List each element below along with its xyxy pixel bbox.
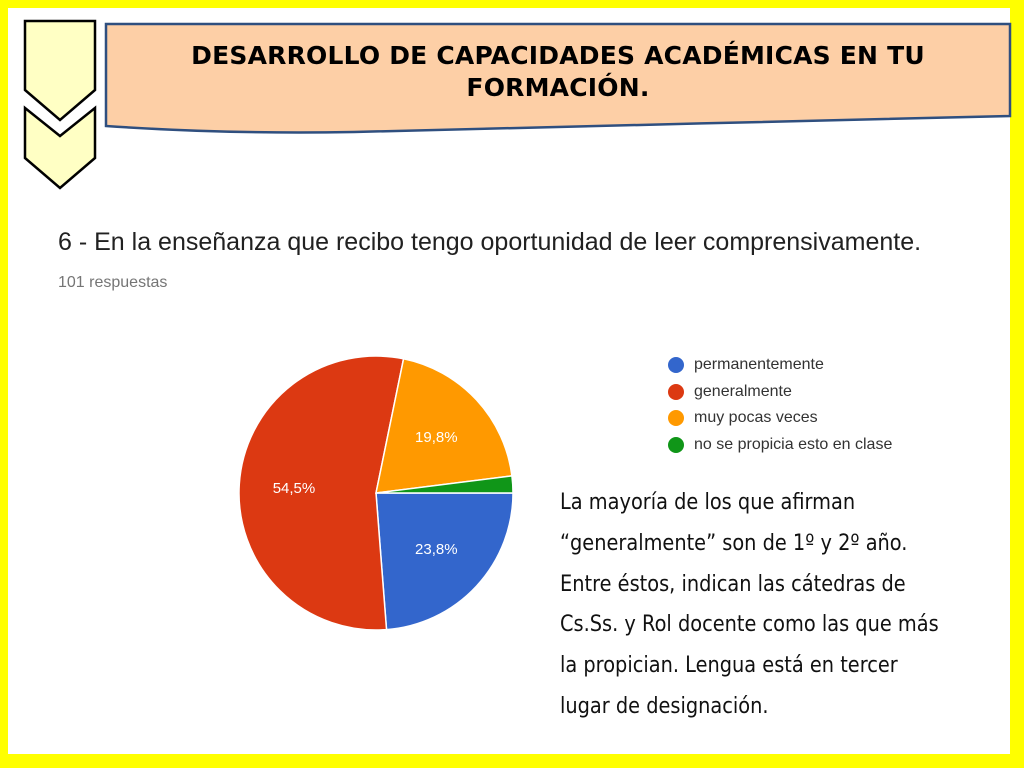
commentary-line: La mayoría de los que afirman <box>560 489 856 515</box>
commentary-line: “generalmente” son de 1º y 2º año. <box>560 529 908 556</box>
chart-legend <box>668 352 892 458</box>
legend-swatch <box>668 384 684 400</box>
pie-slice-permanentemente <box>376 493 513 630</box>
legend-label: no se propicia esto en clase <box>694 435 893 453</box>
response-count: 101 respuestas <box>58 274 168 291</box>
commentary-text <box>560 482 990 727</box>
pie-data-label: 54,5% <box>272 479 316 497</box>
legend-item <box>668 379 892 406</box>
commentary-line: la propician. Lengua está en tercer <box>560 652 898 679</box>
pie-data-label: 23,8% <box>415 540 458 558</box>
pie-data-label: 19,8% <box>415 429 458 447</box>
chevron-decoration <box>22 18 102 198</box>
pie-chart <box>228 343 528 643</box>
legend-label: generalmente <box>694 382 792 400</box>
legend-swatch <box>668 357 684 373</box>
commentary-line: lugar de designación. <box>560 692 769 719</box>
slide <box>8 8 1010 754</box>
commentary-line: Cs.Ss. y Rol docente como las que más <box>560 611 939 638</box>
survey-question: 6 - En la enseñanza que recibo tengo oportunidad de leer comprensivamente. <box>58 228 922 256</box>
title-banner <box>104 22 1012 134</box>
title-line-1: DESARROLLO DE CAPACIDADES ACADÉMICAS EN TU <box>191 41 925 70</box>
legend-item <box>668 432 892 459</box>
legend-item <box>668 405 892 432</box>
title-line-2: FORMACIÓN. <box>466 73 650 102</box>
page-title <box>104 40 1012 104</box>
chevron-down-icon <box>25 21 95 120</box>
commentary-line: Entre éstos, indican las cátedras de <box>560 570 906 597</box>
legend-swatch <box>668 437 684 453</box>
legend-item <box>668 352 892 379</box>
legend-label: muy pocas veces <box>694 409 818 427</box>
legend-swatch <box>668 410 684 426</box>
legend-label: permanentemente <box>694 356 824 374</box>
